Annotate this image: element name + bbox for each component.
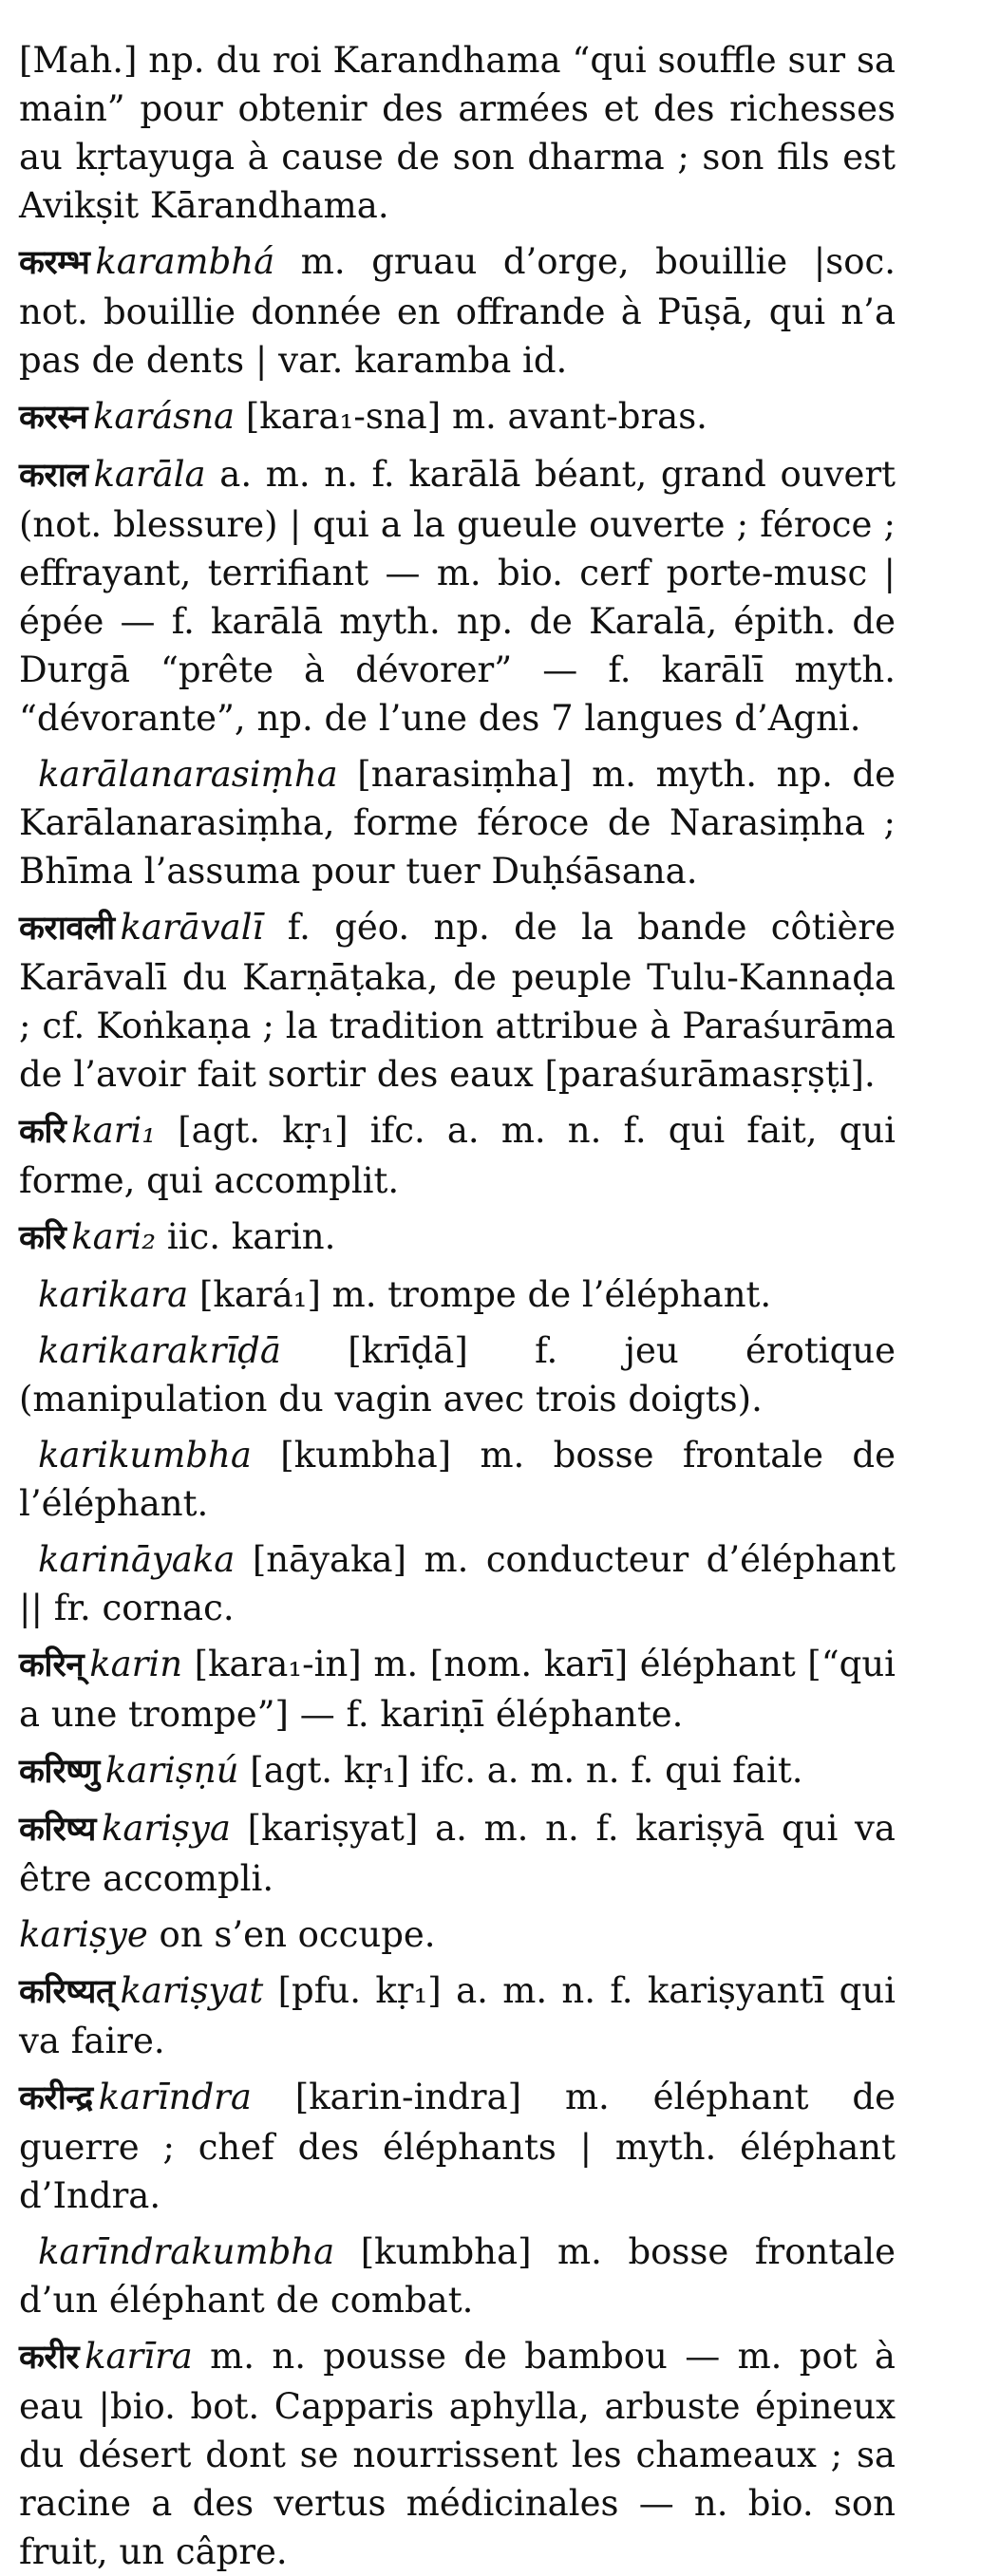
- dictionary-entry: [19, 392, 896, 442]
- entry-definition: [pfu. kṛ₁] a. m. n. f. kariṣyantī qui va faire.: [19, 1970, 896, 2061]
- dictionary-entry: [19, 1106, 896, 1205]
- devanagari-headword: करीर: [19, 2339, 80, 2377]
- dictionary-subentry: [19, 1910, 896, 1959]
- subentry-definition: [kumbha] m. bosse frontale de l’éléphant.: [19, 1435, 896, 1524]
- entry-definition: [kara₁-sna] m. avant-bras.: [235, 396, 707, 437]
- dictionary-entry: [19, 1746, 896, 1796]
- entry-definition: a. m. n. f. karālā béant, grand ouvert (not. blessure) | qui a la gueule ouverte ; féroce ; effrayant, terrifiant — m. bio. cerf porte-musc |épée — f. karālā myth. np. de Karalā, épith. de Durgā “prête à dévorer” — f. karālī myth. “dévorante”, np. de l’une des 7 langues d’Agni.: [19, 454, 896, 739]
- dictionary-entry: [19, 450, 896, 743]
- dictionary-subentry: [19, 1270, 896, 1319]
- dictionary-entry: [19, 1640, 896, 1739]
- dictionary-entry: [19, 1804, 896, 1903]
- subentry-headword: karikara: [38, 1274, 189, 1315]
- entry-definition: f. géo. np. de la bande côtière Karāvalī du Karṇāṭaka, de peuple Tulu-Kannaḍa ; cf. Koṅkaṇa ; la tradition attribue à Paraśurāma de l’avoir fait sortir des eaux [paraśurāmasṛṣṭi].: [19, 907, 896, 1095]
- entry-definition: [kariṣyat] a. m. n. f. kariṣyā qui va être accompli.: [19, 1808, 896, 1899]
- devanagari-headword: करिष्णु: [19, 1753, 100, 1791]
- transliterated-headword: kariṣyat: [120, 1970, 264, 2011]
- transliterated-headword: karambhá: [95, 241, 275, 282]
- transliterated-headword: karīndra: [98, 2077, 252, 2117]
- devanagari-headword: करस्न: [19, 399, 87, 437]
- entry-definition: [karin-indra] m. éléphant de guerre ; chef des éléphants | myth. éléphant d’Indra.: [19, 2077, 896, 2216]
- devanagari-headword: करिन्: [19, 1646, 85, 1684]
- dictionary-entry: [19, 1213, 896, 1263]
- subentry-headword: kariṣye: [19, 1914, 148, 1955]
- transliterated-headword: kariṣṇú: [104, 1750, 239, 1791]
- transliterated-headword: karin: [89, 1644, 183, 1684]
- dictionary-entry: [19, 36, 896, 230]
- subentry-definition: [kumbha] m. bosse frontale d’un éléphant de combat.: [19, 2231, 896, 2321]
- devanagari-headword: करीन्द्र: [19, 2079, 93, 2117]
- transliterated-headword: karásna: [93, 396, 236, 437]
- transliterated-headword: karīra: [85, 2336, 193, 2377]
- dictionary-subentry: [19, 1326, 896, 1423]
- subentry-headword: karikarakrīḍā: [38, 1330, 281, 1371]
- subentry-definition: on s’en occupe.: [147, 1914, 436, 1955]
- subentry-definition: [narasiṃha] m. myth. np. de Karālanarasiṃha, forme féroce de Narasiṃha ; Bhīma l’assuma pour tuer Duḥśāsana.: [19, 754, 896, 892]
- subentry-headword: karināyaka: [38, 1539, 236, 1580]
- entry-text: [Mah.] np. du roi Karandhama “qui souffle sur sa main” pour obtenir des armées et des richesses au kṛtayuga à cause de son dharma ; son fils est Avikṣit Kārandhama.: [19, 40, 896, 226]
- transliterated-headword: kari₂: [71, 1216, 157, 1257]
- dictionary-subentry: [19, 1431, 896, 1528]
- transliterated-headword: karāla: [93, 454, 206, 495]
- dictionary-subentry: [19, 750, 896, 895]
- entry-definition: iic. karin.: [156, 1216, 336, 1257]
- devanagari-headword: कराल: [19, 457, 88, 495]
- dictionary-entry: [19, 1966, 896, 2065]
- subentry-definition: [kará₁] m. trompe de l’éléphant.: [188, 1274, 772, 1315]
- devanagari-headword: करिष्यत्: [19, 1973, 115, 2011]
- dictionary-subentry: [19, 2228, 896, 2324]
- entry-definition: [agt. kṛ₁] ifc. a. m. n. f. qui fait, qui forme, qui accomplit.: [19, 1110, 896, 1201]
- entry-definition: m. n. pousse de bambou — m. pot à eau |bio. bot. Capparis aphylla, arbuste épineux du désert dont se nourrissent les chameaux ; sa racine a des vertus médicinales — n. bio. son fruit, un câpre.: [19, 2336, 896, 2572]
- transliterated-headword: kariṣya: [102, 1808, 231, 1849]
- subentry-headword: karikumbha: [38, 1435, 252, 1476]
- transliterated-headword: kari₁: [71, 1110, 157, 1151]
- subentry-definition: [nāyaka] m. conducteur d’éléphant || fr. cornac.: [19, 1539, 896, 1628]
- devanagari-headword: करावली: [19, 910, 115, 948]
- subentry-definition: [krīḍā] f. jeu érotique (manipulation du vagin avec trois doigts).: [19, 1330, 896, 1420]
- dictionary-entry: [19, 2332, 896, 2576]
- devanagari-headword: करिष्य: [19, 1811, 96, 1849]
- devanagari-headword: करि: [19, 1113, 66, 1151]
- dictionary-subentry: [19, 1535, 896, 1632]
- dictionary-entry: [19, 237, 896, 385]
- transliterated-headword: karāvalī: [120, 907, 264, 948]
- dictionary-entry: [19, 2073, 896, 2220]
- entry-definition: [kara₁-in] m. [nom. karī] éléphant [“qui a une trompe”] — f. kariṇī éléphante.: [19, 1644, 896, 1735]
- entry-definition: m. gruau d’orge, bouillie |soc. not. bouillie donnée en offrande à Pūṣā, qui n’a pas de dents | var. karamba id.: [19, 241, 896, 381]
- subentry-headword: karīndrakumbha: [38, 2231, 335, 2272]
- devanagari-headword: करम्भ: [19, 244, 90, 282]
- entry-definition: [agt. kṛ₁] ifc. a. m. n. f. qui fait.: [238, 1750, 803, 1791]
- dictionary-entry: [19, 903, 896, 1099]
- subentry-headword: karālanarasiṃha: [38, 754, 338, 795]
- devanagari-headword: करि: [19, 1219, 66, 1257]
